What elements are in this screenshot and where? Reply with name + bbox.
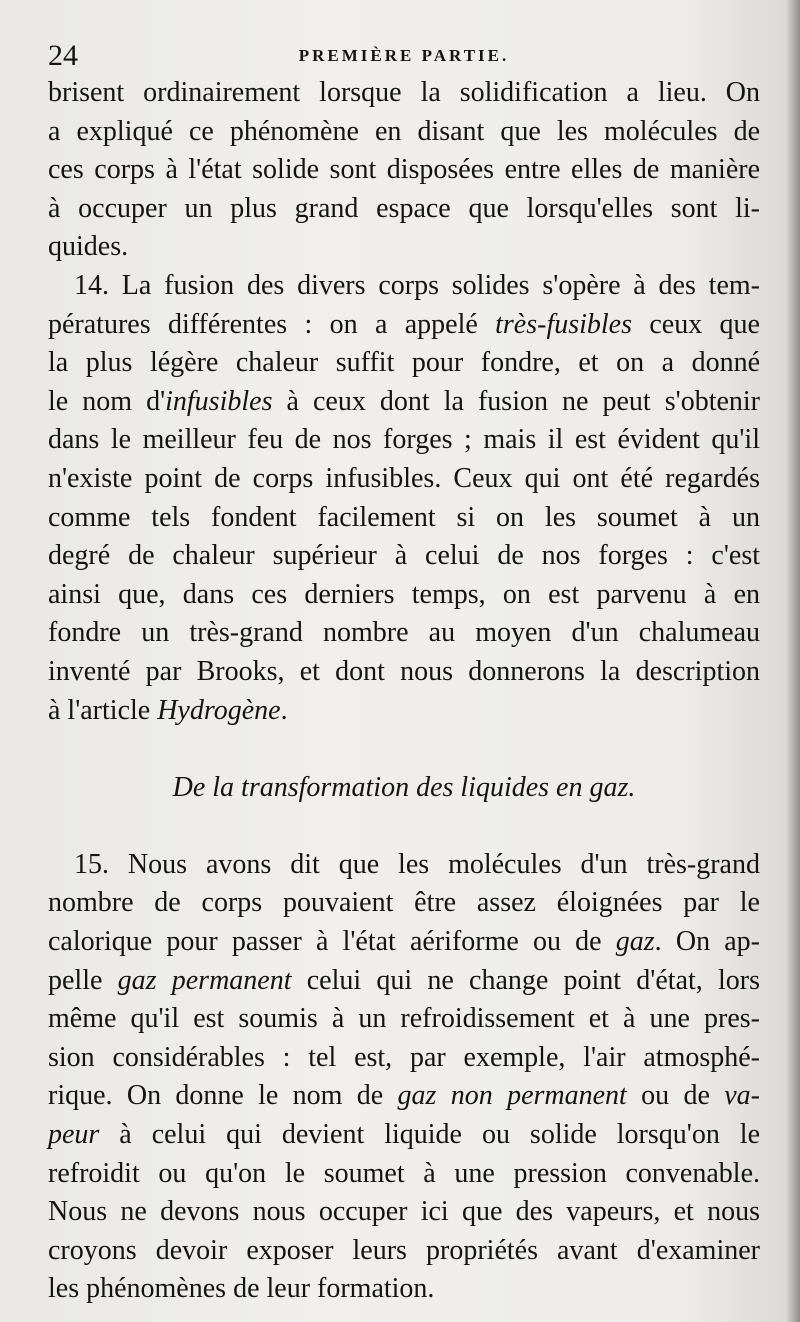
text-line — [48, 1039, 760, 1078]
italic-text: infusibles — [165, 385, 273, 417]
italic-text: gaz non permanent — [397, 1080, 627, 1112]
text-run: croyons devoir exposer leurs propriétés avant d'examiner — [48, 1234, 760, 1266]
text-line — [48, 1270, 760, 1309]
text-run: dans le meilleur feu de nos forges ; mais il est évident qu'il — [48, 424, 760, 456]
body-text — [48, 74, 760, 1309]
italic-text: peur — [48, 1119, 100, 1151]
text-run: quides. — [48, 231, 129, 263]
text-line — [48, 113, 760, 152]
text-run: à ceux dont la fusion ne peut s'obtenir — [272, 385, 760, 417]
text-run: fondre un très-grand nombre au moyen d'un chalumeau — [48, 617, 760, 649]
text-line — [48, 1000, 760, 1039]
italic-text: va- — [724, 1080, 760, 1112]
page-edge-shadow — [786, 0, 800, 1322]
text-run: la plus légère chaleur suffit pour fondre, et on a donné — [48, 347, 760, 379]
section-heading — [48, 769, 760, 808]
text-run: ces corps à l'état solide sont disposées entre elles de manière — [48, 154, 760, 186]
text-run: pératures différentes : on a appelé — [48, 308, 496, 340]
text-run: n'existe point de corps infusibles. Ceux qui ont été regardés — [48, 462, 760, 494]
text-line — [48, 1193, 760, 1232]
text-run: pelle — [48, 964, 118, 996]
text-line — [48, 190, 760, 229]
text-run: calorique pour passer à l'état aériforme ou de — [48, 926, 616, 958]
text-run: . — [280, 694, 288, 726]
text-run: . On ap- — [654, 926, 760, 958]
text-line — [48, 460, 760, 499]
text-run: inventé par Brooks, et dont nous donnerons la description — [48, 655, 760, 687]
page-header — [48, 38, 760, 74]
text-line — [48, 306, 760, 345]
blank-line — [48, 807, 760, 846]
text-run: ainsi que, dans ces derniers temps, on est parvenu à en — [48, 578, 760, 610]
text-run: a expliqué ce phénomène en disant que les molécules de — [48, 115, 760, 147]
text-run: rique. On donne le nom de — [48, 1080, 398, 1112]
text-run: 15. Nous avons dit que les molécules d'un très-grand — [74, 848, 760, 880]
text-run: même qu'il est soumis à un refroidissement et à une pres- — [48, 1003, 760, 1035]
text-run: à l'article — [48, 694, 158, 726]
text-line — [48, 421, 760, 460]
text-line — [48, 1232, 760, 1271]
text-run: le nom d' — [48, 385, 166, 417]
text-line — [48, 499, 760, 538]
text-line — [48, 576, 760, 615]
text-line — [48, 383, 760, 422]
blank-line — [48, 730, 760, 769]
text-line — [48, 1077, 760, 1116]
text-run: comme tels fondent facilement si on les soumet à un — [48, 501, 760, 533]
text-run: 14. La fusion des divers corps solides s'opère à des tem- — [74, 269, 760, 301]
text-run: ou de — [626, 1080, 725, 1112]
text-run: à celui qui devient liquide ou solide lorsqu'on le — [99, 1119, 760, 1151]
italic-text: gaz — [615, 926, 655, 958]
text-line — [48, 228, 760, 267]
text-line — [48, 1155, 760, 1194]
running-head: PREMIÈRE PARTIE. — [298, 46, 510, 65]
text-run: degré de chaleur supérieur à celui de nos forges : c'est — [48, 540, 760, 572]
text-line — [48, 537, 760, 576]
text-line — [48, 884, 760, 923]
text-run: à occuper un plus grand espace que lorsqu'elles sont li- — [48, 192, 760, 224]
page-number: 24 — [48, 39, 78, 72]
text-line — [48, 923, 760, 962]
italic-text: De la transformation des liquides en gaz. — [172, 771, 636, 803]
text-line — [48, 653, 760, 692]
italic-text: gaz permanent — [117, 964, 292, 996]
text-run: ceux que — [632, 308, 760, 340]
text-run: sion considérables : tel est, par exemple, l'air atmosphé- — [48, 1041, 760, 1073]
text-line — [48, 74, 760, 113]
text-run: brisent ordinairement lorsque la solidification a lieu. On — [48, 77, 760, 108]
text-run: celui qui ne change point d'état, lors — [291, 964, 760, 996]
italic-text: Hydrogène — [157, 694, 281, 726]
text-line — [48, 151, 760, 190]
text-line — [48, 614, 760, 653]
text-run: refroidit ou qu'on le soumet à une pression convenable. — [48, 1157, 760, 1189]
text-run: les phénomènes de leur formation. — [48, 1273, 435, 1305]
text-line — [48, 846, 760, 885]
text-line — [48, 344, 760, 383]
text-run: Nous ne devons nous occuper ici que des vapeurs, et nous — [48, 1196, 760, 1228]
italic-text: très-fusibles — [495, 308, 633, 340]
text-line — [48, 962, 760, 1001]
text-line — [48, 1116, 760, 1155]
text-line — [48, 692, 760, 731]
text-line — [48, 267, 760, 306]
text-run: nombre de corps pouvaient être assez éloignées par le — [48, 887, 760, 919]
